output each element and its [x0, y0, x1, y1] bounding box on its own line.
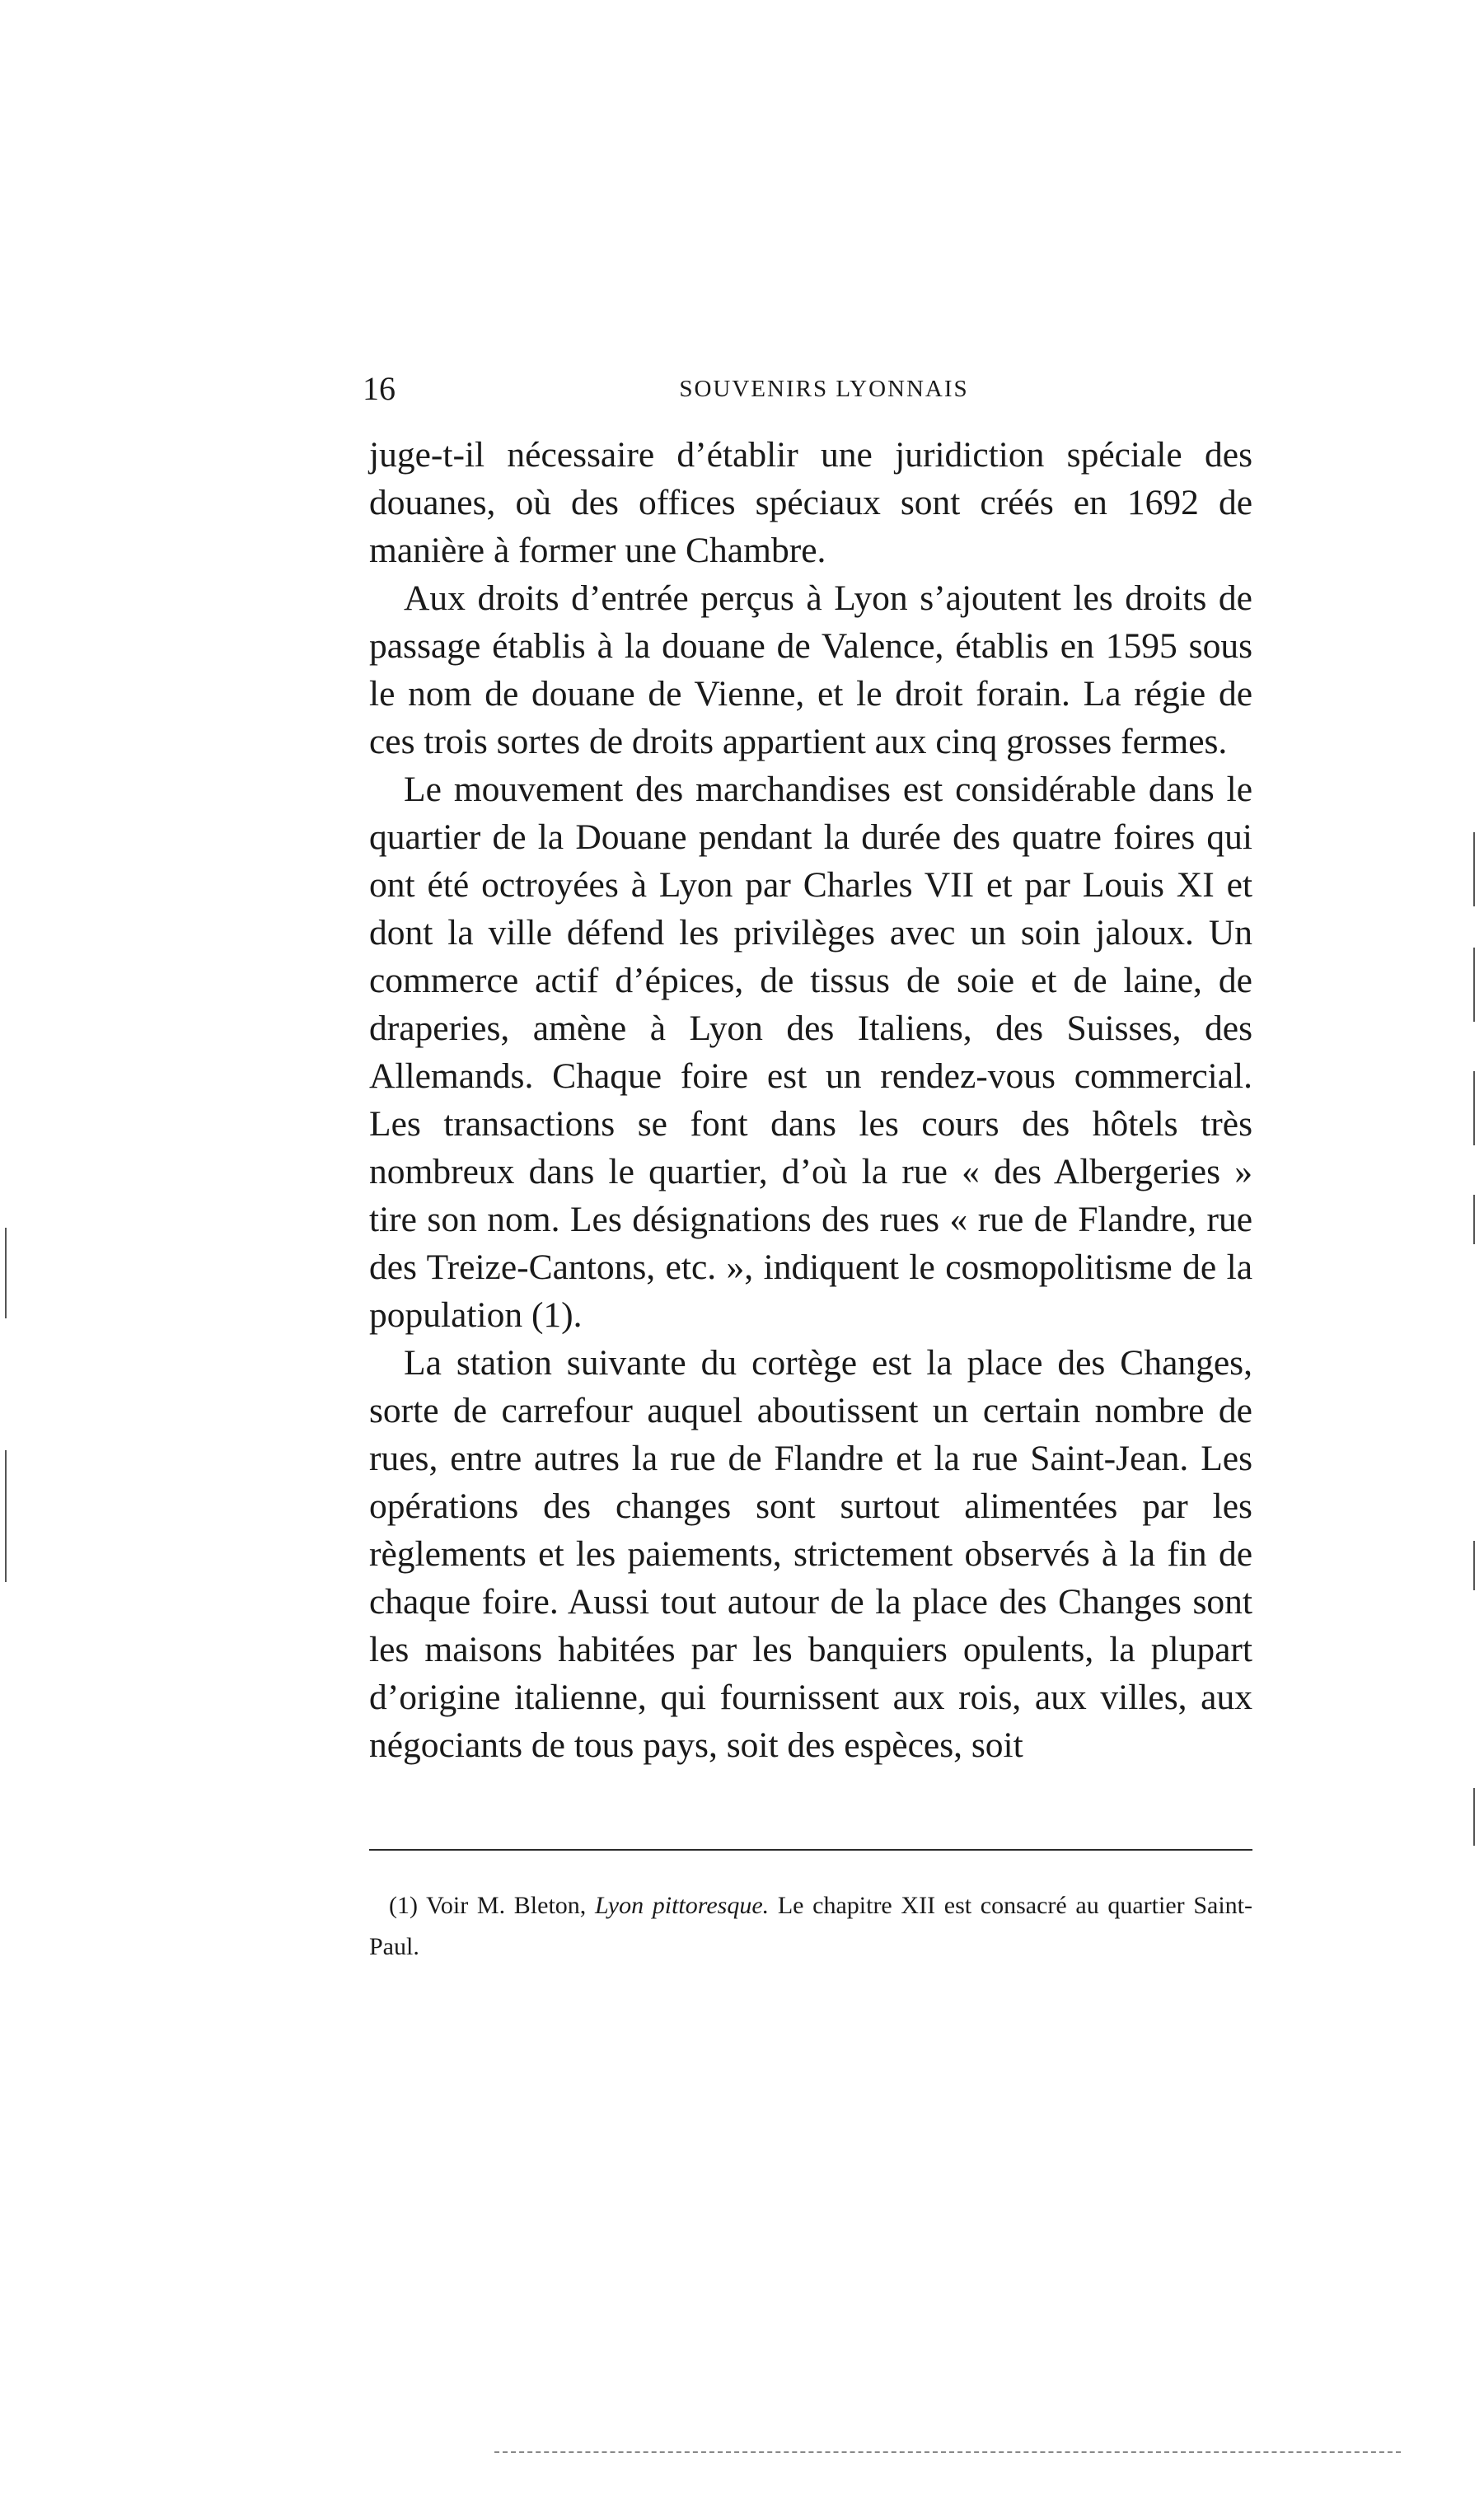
- scan-edge-mark: [1473, 948, 1475, 1022]
- main-text: [369, 431, 1252, 1769]
- paragraph-3: Le mouvement des marchandises est considérable dans le quartier de la Douane pendant la durée des quatre foires qui ont été octroyées à Lyon par Charles VII et par Louis XI et dont la ville défend les privilèges avec un soin jaloux. Un commerce actif d’épices, de tissus de soie et de laine, de draperies, amène à Lyon des Italiens, des Suisses, des Allemands. Chaque foire est un rendez-vous commercial. Les transactions se font dans les cours des hôtels très nombreux dans le quartier, d’où la rue « des Albergeries » tire son nom. Les désignations des rues « rue de Flandre, rue des Treize-Cantons, etc. », indiquent le cosmopolitisme de la population (1).: [369, 770, 1252, 1335]
- scan-edge-mark: [1473, 832, 1475, 906]
- page-header: [363, 364, 1252, 414]
- scan-edge-mark: [1473, 1788, 1475, 1846]
- bottom-edge-rule: [494, 2451, 1401, 2453]
- footnote-marker: (1): [389, 1892, 418, 1919]
- scan-edge-mark: [1473, 1541, 1475, 1590]
- scan-edge-mark: [1473, 1071, 1475, 1145]
- paragraph-4: La station suivante du cortège est la place des Changes, sorte de carrefour auquel aboutissent un certain nombre de rues, entre autres la rue de Flandre et la rue Saint-Jean. Les opérations des changes sont surtout alimentées par les règlements et les paiements, strictement observés à la fin de chaque foire. Aussi tout autour de la place des Changes sont les maisons habitées par les banquiers opulents, la plupart d’origine italienne, qui fournissent aux rois, aux villes, aux négociants de tous pays, soit des espèces, soit: [369, 1343, 1252, 1765]
- scan-edge-mark: [1473, 1195, 1475, 1244]
- footnote-book-title: Lyon pittoresque.: [594, 1892, 770, 1919]
- page-number: 16: [363, 370, 396, 407]
- footnote-text: [369, 1885, 1252, 1968]
- footnote-text-after: Le chapitre XII est consacré au quartier Saint-Paul.: [369, 1892, 1252, 1960]
- paragraph-2: Aux droits d’entrée perçus à Lyon s’ajoutent les droits de passage établis à la douane de Valence, établis en 1595 sous le nom de douane de Vienne, et le droit forain. La régie de ces trois sortes de droits appartient aux cinq grosses fermes.: [369, 578, 1252, 761]
- footnote-separator: [369, 1849, 1252, 1851]
- scan-edge-mark: [5, 1450, 7, 1582]
- paragraph-1: juge-t-il nécessaire d’établir une juridiction spéciale des douanes, où des offices spéciaux sont créés en 1692 de manière à former une Chambre.: [369, 435, 1252, 570]
- running-title: SOUVENIRS LYONNAIS: [679, 376, 969, 402]
- footnote: [369, 1885, 1252, 1968]
- footnote-text-before: Voir M. Bleton,: [417, 1892, 595, 1919]
- scan-edge-mark: [5, 1228, 7, 1318]
